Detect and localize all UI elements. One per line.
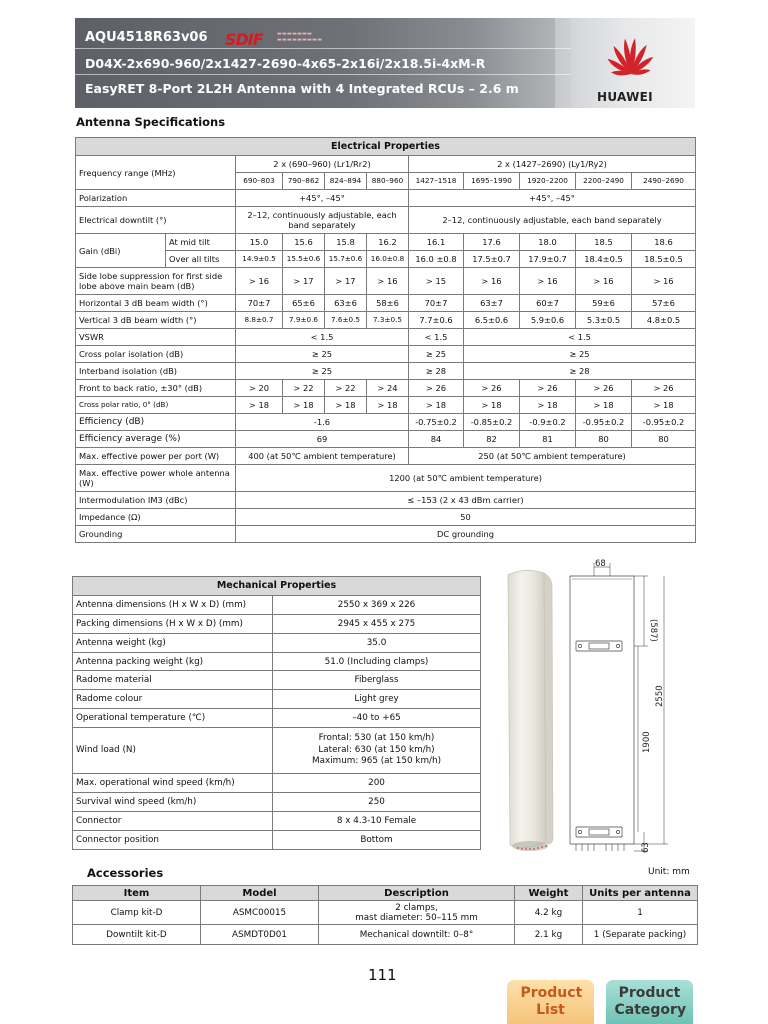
accessory-weight: 2.1 kg (515, 925, 583, 945)
gain-mid-cell: 15.8 (325, 234, 367, 251)
hbw-cell: 65±6 (283, 295, 325, 312)
hbw-cell: 70±7 (236, 295, 283, 312)
vbw-cell: 5.3±0.5 (576, 312, 632, 329)
hbw-cell: 58±6 (367, 295, 409, 312)
band-cell: 2490–2690 (632, 173, 696, 190)
mech-value: Bottom (273, 830, 481, 849)
vswr-mid: < 1.5 (409, 329, 464, 346)
efficiency-cell: -0.85±0.2 (464, 414, 520, 431)
gain-mid-cell: 18.6 (632, 234, 696, 251)
vbw-cell: 7.6±0.5 (325, 312, 367, 329)
efficiency-label: Efficiency (dB) (76, 414, 236, 431)
impedance-label: Impedance (Ω) (76, 509, 236, 526)
sdif-logo (225, 30, 335, 48)
efficiency-avg-cell: 80 (632, 431, 696, 448)
accessories-title: Accessories (87, 866, 164, 880)
dim-top: 68 (595, 559, 606, 569)
max-power-port-high: 250 (at 50℃ ambient temperature) (409, 448, 696, 465)
max-power-total-label: Max. effective power whole antenna (W) (76, 465, 236, 492)
ftb-cell: > 20 (236, 380, 283, 397)
gain-all-cell: 15.7±0.6 (325, 251, 367, 268)
col-header-item: Item (73, 886, 201, 901)
huawei-logo (591, 28, 671, 102)
hbw-cell: 70±7 (409, 295, 464, 312)
accessory-item: Downtilt kit-D (73, 925, 201, 945)
hbw-cell: 60±7 (520, 295, 576, 312)
max-power-total-value: 1200 (at 50℃ ambient temperature) (236, 465, 696, 492)
vbw-cell: 7.9±0.6 (283, 312, 325, 329)
wind-load-frontal: Frontal: 530 (at 150 km/h) (318, 733, 435, 744)
downtilt-high: 2–12, continuously adjustable, each band separately (409, 207, 696, 234)
product-description: EasyRET 8-Port 2L2H Antenna with 4 Integrated RCUs – 2.6 m (85, 81, 519, 96)
efficiency-avg-cell: 81 (520, 431, 576, 448)
mech-label: Radome material (73, 671, 273, 690)
max-power-port-low: 400 (at 50℃ ambient temperature) (236, 448, 409, 465)
xpol-high: ≥ 25 (464, 346, 696, 363)
antenna-outline-drawing (570, 576, 634, 851)
mech-value: –40 to +65 (273, 709, 481, 728)
mechanical-properties-header: Mechanical Properties (73, 577, 481, 596)
mech-value: 35.0 (273, 633, 481, 652)
gain-mid-cell: 15.6 (283, 234, 325, 251)
mech-value: 2550 x 369 x 226 (273, 595, 481, 614)
low-band-group: 2 x (690–960) (Lr1/Rr2) (236, 156, 409, 173)
xpr0-cell: > 18 (632, 397, 696, 414)
mech-label: Connector (73, 811, 273, 830)
ftb-cell: > 22 (283, 380, 325, 397)
mech-label: Antenna packing weight (kg) (73, 652, 273, 671)
hbw-cell: 63±6 (325, 295, 367, 312)
downtilt-label: Electrical downtilt (°) (76, 207, 236, 234)
mech-label: Packing dimensions (H x W x D) (mm) (73, 614, 273, 633)
hbw-cell: 63±7 (464, 295, 520, 312)
header-divider (75, 48, 571, 49)
sidelobe-cell: > 16 (464, 268, 520, 295)
band-cell: 2200–2490 (576, 173, 632, 190)
polarization-low: +45°, –45° (236, 190, 409, 207)
product-list-button[interactable] (507, 980, 594, 1024)
vbw-label: Vertical 3 dB beam width (°) (76, 312, 236, 329)
accessory-description-line: 2 clamps, (395, 902, 438, 913)
efficiency-avg-low: 69 (236, 431, 409, 448)
radome-3d-view (508, 570, 553, 851)
wind-load-lateral: Lateral: 630 (at 150 km/h) (318, 744, 435, 755)
xpr0-cell: > 18 (576, 397, 632, 414)
grounding-value: DC grounding (236, 526, 696, 543)
electrical-properties-table (75, 137, 696, 543)
mech-value: 250 (273, 793, 481, 812)
gain-all-cell: 18.5±0.5 (632, 251, 696, 268)
band-cell: 790–862 (283, 173, 325, 190)
efficiency-low: -1.6 (236, 414, 409, 431)
vbw-cell: 5.9±0.6 (520, 312, 576, 329)
vbw-cell: 7.7±0.6 (409, 312, 464, 329)
high-band-group: 2 x (1427–2690) (Ly1/Ry2) (409, 156, 696, 173)
accessory-weight: 4.2 kg (515, 901, 583, 925)
sdif-logo-subtext: ▬▬▬▬▬▬▬ ▬▬▬▬▬▬▬▬▬ (277, 31, 323, 43)
vswr-label: VSWR (76, 329, 236, 346)
gain-mid-cell: 15.0 (236, 234, 283, 251)
electrical-properties-header: Electrical Properties (76, 138, 696, 156)
sidelobe-cell: > 15 (409, 268, 464, 295)
band-cell: 1920–2200 (520, 173, 576, 190)
xpr0-cell: > 18 (367, 397, 409, 414)
im3-value: ≤ –153 (2 x 43 dBm carrier) (236, 492, 696, 509)
sidelobe-cell: > 16 (367, 268, 409, 295)
mech-label: Antenna weight (kg) (73, 633, 273, 652)
xpr0-cell: > 18 (520, 397, 576, 414)
im3-label: Intermodulation IM3 (dBc) (76, 492, 236, 509)
xpol-mid: ≥ 25 (409, 346, 464, 363)
interband-label: Interband isolation (dB) (76, 363, 236, 380)
ftb-cell: > 26 (576, 380, 632, 397)
product-list-label: Product List (520, 985, 583, 1018)
polarization-high: +45°, –45° (409, 190, 696, 207)
gain-all-label: Over all tilts (166, 251, 236, 268)
ftb-cell: > 26 (632, 380, 696, 397)
huawei-petals-icon (591, 28, 671, 88)
model-number: AQU4518R63v06 (85, 30, 208, 45)
accessory-units: 1 (583, 901, 698, 925)
mechanical-properties-table (72, 576, 481, 850)
hbw-cell: 57±6 (632, 295, 696, 312)
gain-mid-cell: 18.5 (576, 234, 632, 251)
mech-label: Radome colour (73, 690, 273, 709)
gain-all-cell: 17.5±0.7 (464, 251, 520, 268)
vbw-cell: 4.8±0.5 (632, 312, 696, 329)
sidelobe-label: Side lobe suppression for first side lobe above main beam (dB) (76, 268, 236, 295)
xpr0-cell: > 18 (464, 397, 520, 414)
efficiency-avg-cell: 80 (576, 431, 632, 448)
efficiency-cell: -0.95±0.2 (576, 414, 632, 431)
vbw-cell: 6.5±0.6 (464, 312, 520, 329)
accessory-description (319, 901, 515, 925)
hbw-label: Horizontal 3 dB beam width (°) (76, 295, 236, 312)
xpr0-label: Cross polar ratio, 0° (dB) (76, 397, 236, 414)
accessory-units: 1 (Separate packing) (583, 925, 698, 945)
interband-low: ≥ 25 (236, 363, 409, 380)
grounding-label: Grounding (76, 526, 236, 543)
ftb-cell: > 26 (409, 380, 464, 397)
gain-all-cell: 17.9±0.7 (520, 251, 576, 268)
ftb-cell: > 24 (367, 380, 409, 397)
accessory-model: ASMC00015 (201, 901, 319, 925)
gain-all-cell: 16.0±0.8 (367, 251, 409, 268)
mech-label: Operational temperature (℃) (73, 709, 273, 728)
efficiency-avg-label: Efficiency average (%) (76, 431, 236, 448)
vswr-high: < 1.5 (464, 329, 696, 346)
col-header-description: Description (319, 886, 515, 901)
antenna-drawing (496, 557, 696, 867)
sidelobe-cell: > 17 (283, 268, 325, 295)
huawei-wordmark: HUAWEI (597, 90, 653, 104)
hbw-cell: 59±6 (576, 295, 632, 312)
gain-all-cell: 18.4±0.5 (576, 251, 632, 268)
dim-middle: 1900 (642, 731, 652, 753)
downtilt-low: 2–12, continuously adjustable, each band separately (236, 207, 409, 234)
gain-all-cell: 14.9±0.5 (236, 251, 283, 268)
accessory-model: ASMDT0D01 (201, 925, 319, 945)
vbw-cell: 8.8±0.7 (236, 312, 283, 329)
frequency-range-label: Frequency range (MHz) (76, 156, 236, 190)
max-power-port-label: Max. effective power per port (W) (76, 448, 236, 465)
gain-all-cell: 16.0 ±0.8 (409, 251, 464, 268)
polarization-label: Polarization (76, 190, 236, 207)
gain-all-cell: 15.5±0.6 (283, 251, 325, 268)
accessories-table (72, 885, 698, 945)
gain-mid-cell: 17.6 (464, 234, 520, 251)
impedance-value: 50 (236, 509, 696, 526)
ftb-label: Front to back ratio, ±30° (dB) (76, 380, 236, 397)
mech-label: Connector position (73, 830, 273, 849)
xpol-label: Cross polar isolation (dB) (76, 346, 236, 363)
mech-value: 8 x 4.3-10 Female (273, 811, 481, 830)
band-cell: 690–803 (236, 173, 283, 190)
sidelobe-cell: > 16 (236, 268, 283, 295)
ftb-cell: > 26 (464, 380, 520, 397)
mech-value: 2945 x 455 x 275 (273, 614, 481, 633)
efficiency-cell: -0.9±0.2 (520, 414, 576, 431)
table-row (73, 925, 698, 945)
efficiency-avg-cell: 84 (409, 431, 464, 448)
dim-bottom: 63 (641, 842, 651, 853)
mech-value: 200 (273, 774, 481, 793)
xpol-low: ≥ 25 (236, 346, 409, 363)
col-header-units: Units per antenna (583, 886, 698, 901)
gain-mid-cell: 16.1 (409, 234, 464, 251)
sidelobe-cell: > 17 (325, 268, 367, 295)
ftb-cell: > 22 (325, 380, 367, 397)
ftb-cell: > 26 (520, 380, 576, 397)
col-header-weight: Weight (515, 886, 583, 901)
mech-label: Max. operational wind speed (km/h) (73, 774, 273, 793)
unit-note: Unit: mm (648, 867, 690, 877)
gain-label: Gain (dBi) (76, 234, 166, 268)
wind-load-value (273, 728, 481, 774)
sdif-logo-mark: SDIF (225, 30, 263, 49)
antenna-specs-title: Antenna Specifications (76, 115, 226, 129)
gain-mid-cell: 16.2 (367, 234, 409, 251)
vbw-cell: 7.3±0.5 (367, 312, 409, 329)
wind-load-label: Wind load (N) (73, 728, 273, 774)
mech-label: Antenna dimensions (H x W x D) (mm) (73, 595, 273, 614)
dim-total: 2550 (655, 685, 665, 707)
table-row (73, 901, 698, 925)
efficiency-cell: -0.95±0.2 (632, 414, 696, 431)
product-category-button[interactable] (606, 980, 693, 1024)
sidelobe-cell: > 16 (632, 268, 696, 295)
band-cell: 1427–1518 (409, 173, 464, 190)
sidelobe-cell: > 16 (520, 268, 576, 295)
vswr-low: < 1.5 (236, 329, 409, 346)
mech-value: Fiberglass (273, 671, 481, 690)
dim-upper: (587) (648, 619, 658, 642)
gain-mid-cell: 18.0 (520, 234, 576, 251)
gain-mid-label: At mid tilt (166, 234, 236, 251)
product-category-label: Product Category (614, 985, 687, 1018)
xpr0-cell: > 18 (409, 397, 464, 414)
accessory-description: Mechanical downtilt: 0–8° (319, 925, 515, 945)
col-header-model: Model (201, 886, 319, 901)
band-cell: 880–960 (367, 173, 409, 190)
sidelobe-cell: > 16 (576, 268, 632, 295)
band-cell: 824–894 (325, 173, 367, 190)
page-header (75, 18, 695, 108)
antenna-dimension-drawing (496, 557, 696, 867)
mech-value: 51.0 (Including clamps) (273, 652, 481, 671)
interband-high: ≥ 28 (464, 363, 696, 380)
interband-mid: ≥ 28 (409, 363, 464, 380)
xpr0-cell: > 18 (236, 397, 283, 414)
header-divider (75, 74, 571, 75)
accessory-description-line: mast diameter: 50–115 mm (355, 912, 478, 923)
port-configuration: D04X-2x690-960/2x1427-2690-4x65-2x16i/2x18.5i-4xM-R (85, 56, 486, 71)
efficiency-avg-cell: 82 (464, 431, 520, 448)
wind-load-maximum: Maximum: 965 (at 150 km/h) (312, 756, 441, 767)
mech-label: Survival wind speed (km/h) (73, 793, 273, 812)
efficiency-cell: -0.75±0.2 (409, 414, 464, 431)
xpr0-cell: > 18 (283, 397, 325, 414)
mech-value: Light grey (273, 690, 481, 709)
xpr0-cell: > 18 (325, 397, 367, 414)
accessory-item: Clamp kit-D (73, 901, 201, 925)
band-cell: 1695–1990 (464, 173, 520, 190)
page-number: 111 (368, 966, 397, 984)
